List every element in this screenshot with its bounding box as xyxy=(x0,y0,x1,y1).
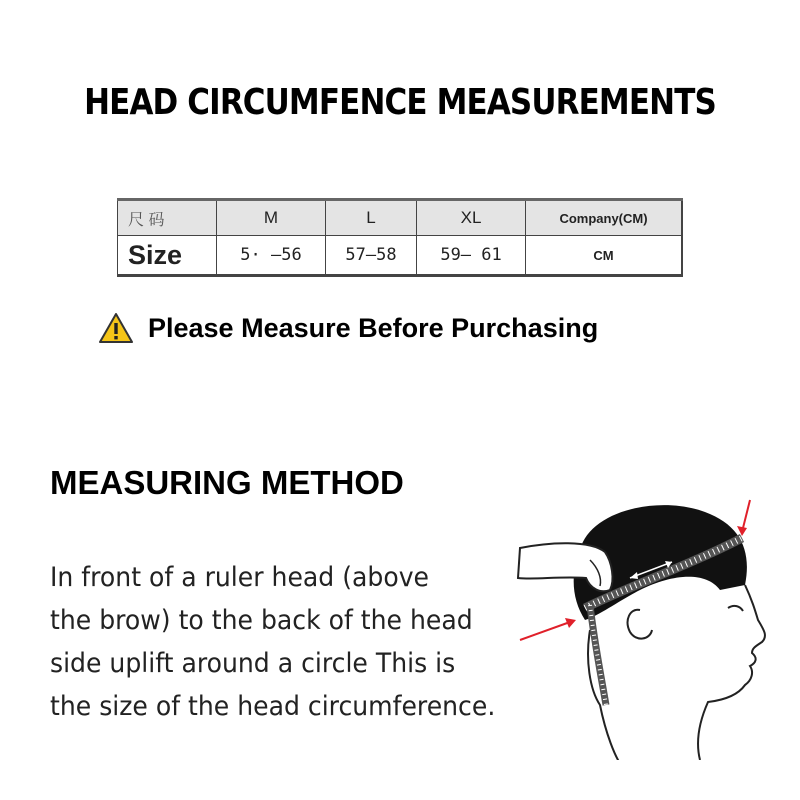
unit-value: CM xyxy=(526,236,682,276)
page-title: HEAD CIRCUMFENCE MEASUREMENTS xyxy=(84,82,716,123)
size-chart-table xyxy=(117,198,683,277)
warning-triangle-icon xyxy=(98,312,134,344)
method-line: the brow) to the back of the head xyxy=(50,605,473,636)
unit-header: Company(CM) xyxy=(526,200,682,236)
warning-text: Please Measure Before Purchasing xyxy=(148,312,599,343)
size-value-l: 57–58 xyxy=(325,236,416,276)
size-table-header-row xyxy=(118,200,683,236)
size-header-xl: XL xyxy=(417,200,526,236)
size-value-xl: 59– 61 xyxy=(417,236,526,276)
method-line: side uplift around a circle This is xyxy=(50,648,456,679)
size-label: Size xyxy=(118,236,217,276)
method-title: MEASURING METHOD xyxy=(50,464,404,501)
method-line: the size of the head circumference. xyxy=(50,691,496,722)
head-measuring-tape-icon xyxy=(490,490,790,760)
size-value-m: 5· –56 xyxy=(217,236,326,276)
size-label-cn: 尺 码 xyxy=(118,200,217,236)
size-table-row xyxy=(118,236,683,276)
size-header-m: M xyxy=(217,200,326,236)
method-line: In front of a ruler head (above xyxy=(50,562,430,593)
size-header-l: L xyxy=(325,200,416,236)
warning-notice xyxy=(98,312,598,344)
method-description xyxy=(50,556,515,728)
